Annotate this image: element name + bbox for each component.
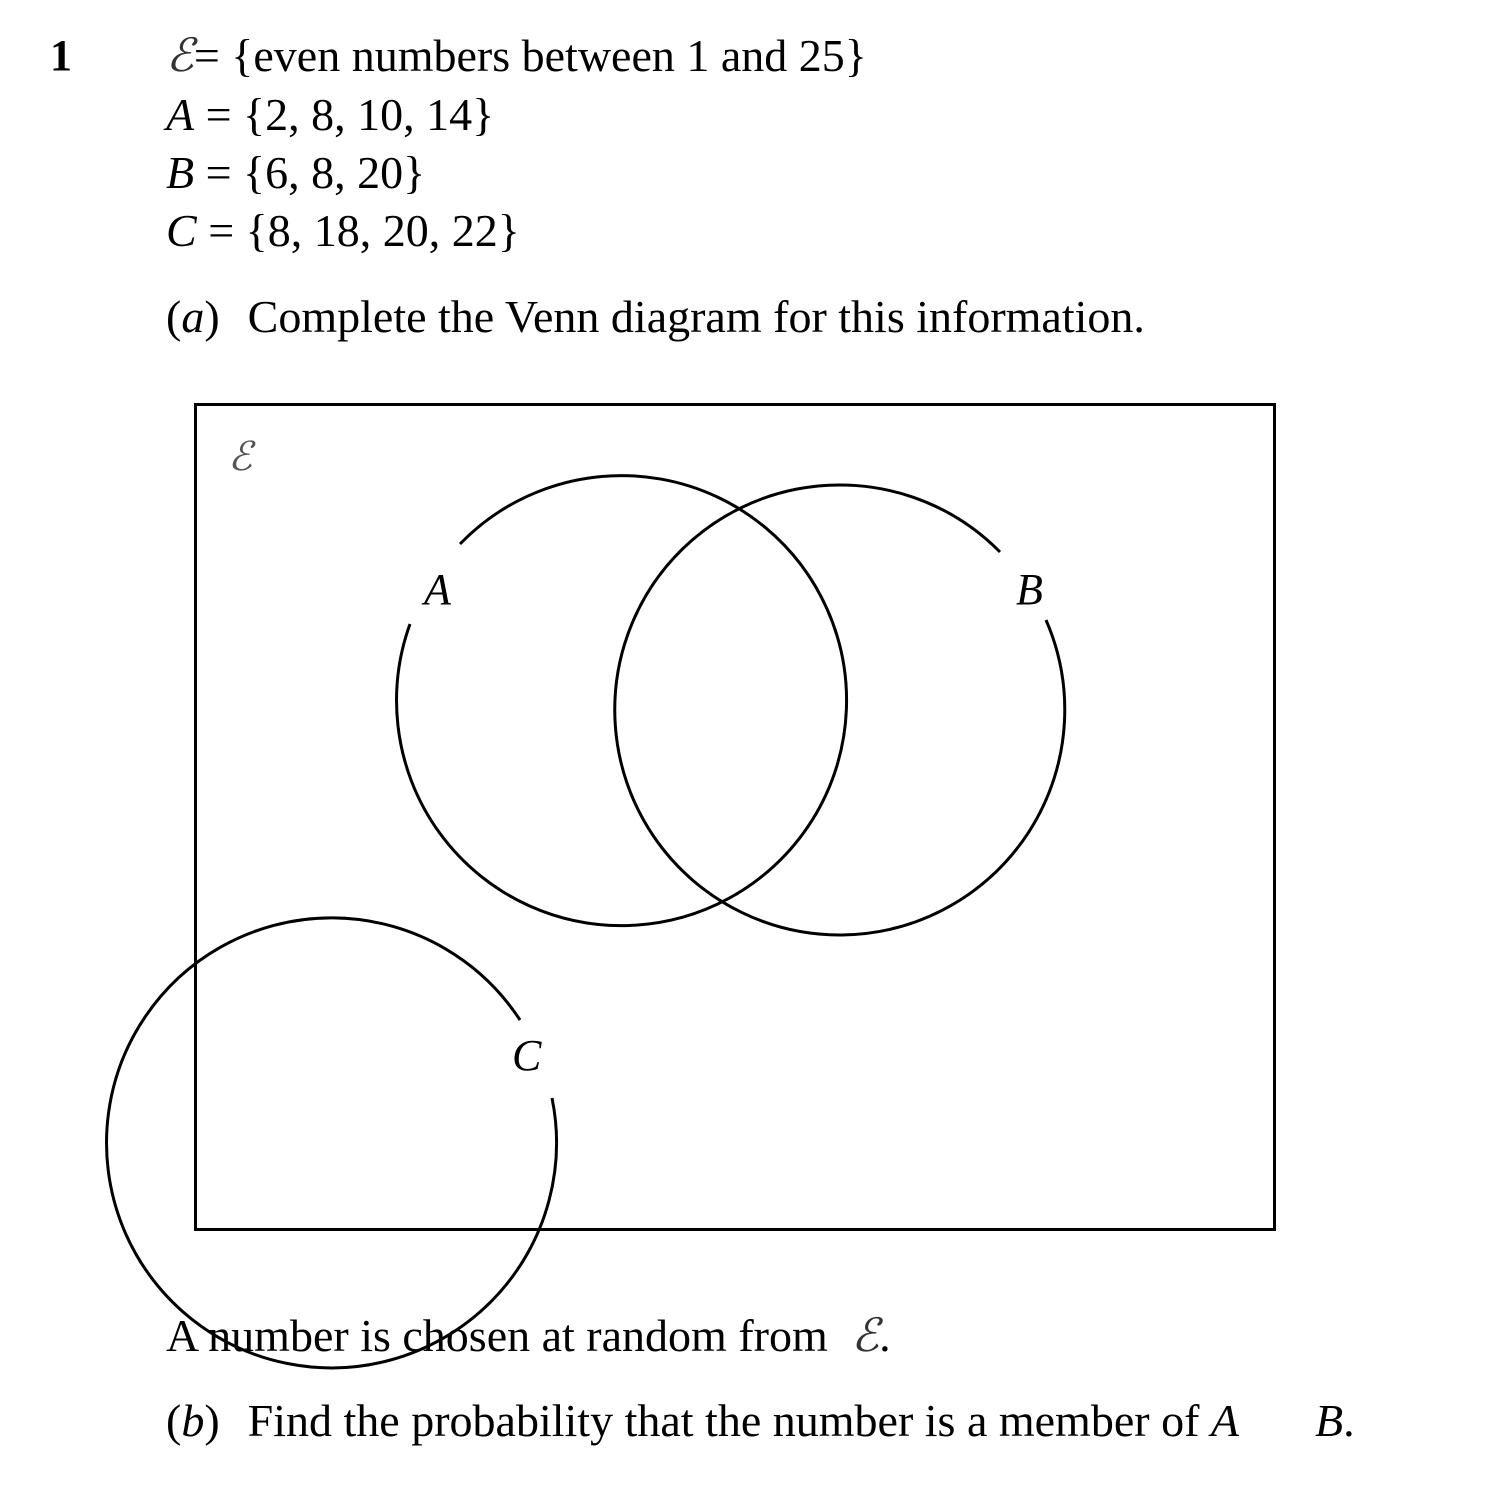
- set-c-name: C: [166, 205, 197, 256]
- circle-a-label: A: [424, 565, 451, 614]
- part-a-instruction: (a) Complete the Venn diagram for this information.: [166, 291, 1145, 342]
- set-a-elements: = {2, 8, 10, 14}: [205, 89, 495, 140]
- universal-set-rectangle: [194, 403, 1276, 1231]
- venn-universal-label: ℰ: [228, 434, 253, 480]
- part-b-end: .: [1343, 1395, 1355, 1446]
- part-b-set-2: B: [1315, 1395, 1344, 1446]
- part-b-set-1: A: [1210, 1395, 1240, 1446]
- set-b-elements: = {6, 8, 20}: [205, 147, 426, 198]
- random-choice-universal-symbol: ℰ: [851, 1308, 880, 1362]
- universal-set-definition: [166, 28, 867, 82]
- circle-c-label: C: [512, 1031, 542, 1080]
- random-choice-statement: A number is chosen at random from ℰ.: [166, 1308, 891, 1362]
- random-choice-text: A number is chosen at random from: [166, 1310, 828, 1361]
- set-c-definition: [166, 205, 520, 256]
- set-a-definition: [166, 89, 495, 140]
- part-b-text: Find the probability that the number is a member of: [247, 1395, 1200, 1446]
- part-a-label: a: [181, 291, 205, 342]
- part-a-text: Complete the Venn diagram for this information.: [247, 291, 1145, 342]
- part-b-question: (b) Find the probability that the number is a member of A B.: [166, 1395, 1355, 1446]
- set-b-definition: [166, 147, 426, 198]
- part-b-label: b: [181, 1395, 205, 1446]
- circle-b-label: B: [1016, 565, 1043, 614]
- set-a-name: A: [166, 89, 195, 140]
- set-c-elements: = {8, 18, 20, 22}: [208, 205, 520, 256]
- universal-set-text: = {even numbers between 1 and 25}: [193, 30, 867, 81]
- set-b-name: B: [166, 147, 195, 198]
- question-number: 1: [50, 31, 72, 80]
- universal-set-symbol: ℰ: [166, 28, 194, 82]
